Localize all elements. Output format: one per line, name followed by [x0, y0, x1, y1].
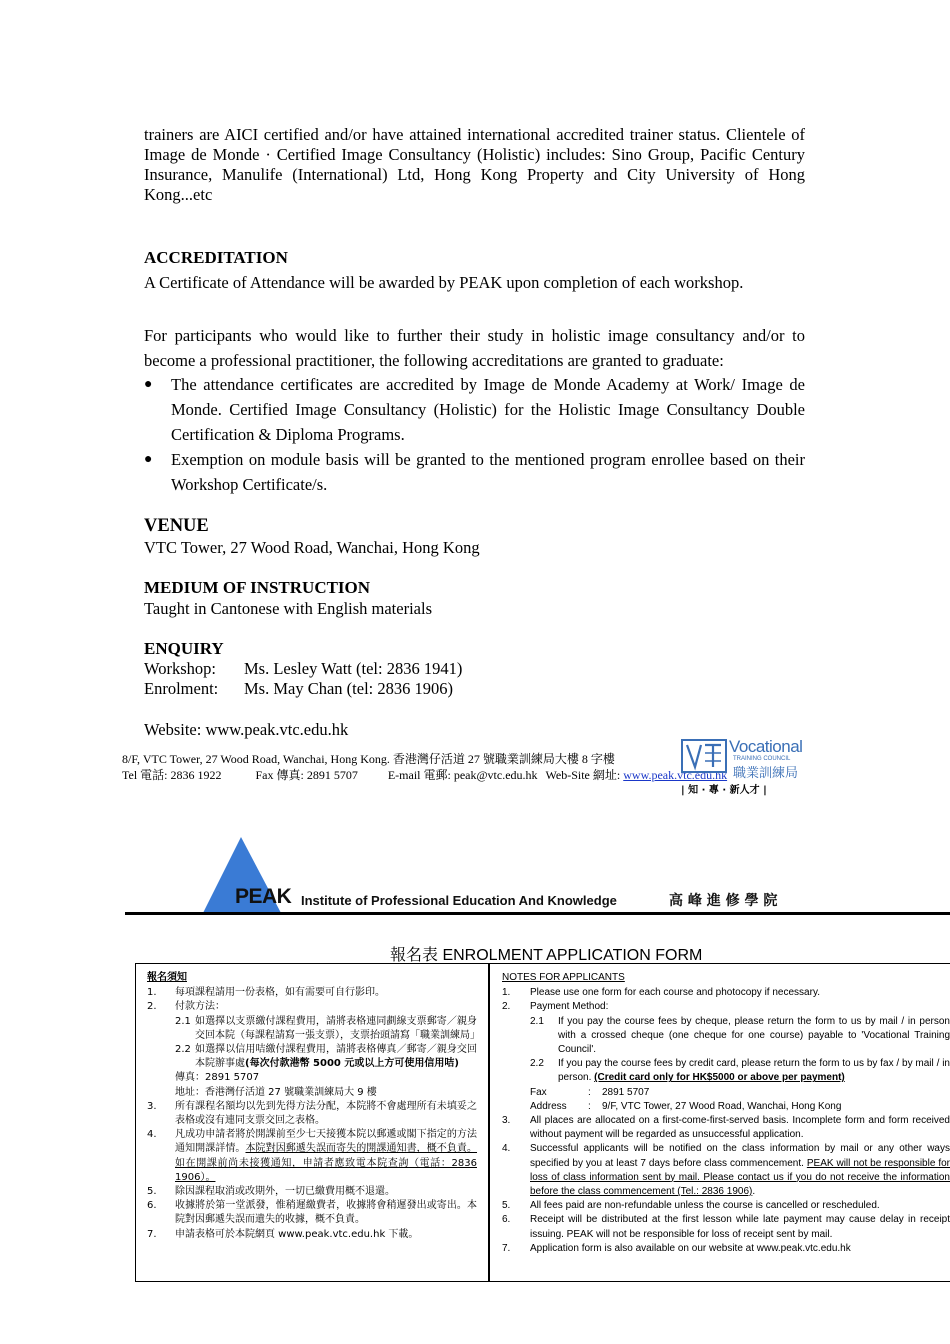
peak-chinese-name: 高 峰 進 修 學 院: [669, 893, 778, 909]
bullet-text: The attendance certificates are accredited by Image de Monde Academy at Work/ Image de Monde. Certified Image Consultancy (Holistic) for the Holistic Image Consultancy Double Certification & Diploma Programs.: [171, 375, 805, 444]
bullet-icon: ●: [144, 377, 153, 392]
enquiry-value: Ms. Lesley Watt (tel: 2836 1941): [244, 659, 463, 678]
list-item: 1. Please use one form for each course and photocopy if necessary.: [502, 987, 820, 999]
banner-rule: [125, 912, 950, 915]
peak-brand: PEAK: [235, 885, 292, 908]
accreditation-bullet-list: [144, 372, 805, 497]
footer-fax: Fax 傳真: 2891 5707: [255, 768, 358, 782]
list-item: 2. Payment Method:: [502, 1001, 609, 1013]
enquiry-row-enrolment: [144, 679, 453, 699]
list-item: 5. 除因課程取消或改期外，一切已繳費用概不退還。: [147, 1186, 395, 1198]
enquiry-row-workshop: [144, 659, 462, 679]
form-title: 報名表 ENROLMENT APPLICATION FORM: [390, 947, 703, 964]
cn-notes-heading: 報名須知: [147, 972, 187, 983]
list-item: [144, 447, 805, 497]
accreditation-certificate-text: A Certificate of Attendance will be awarded by PEAK upon completion of each workshop.: [144, 273, 744, 292]
list-item: 3. 所有課程名額均以先到先得方法分配，本院將不會處理所有未填妥之表格或沒有連同支票交回之表格。: [147, 1100, 477, 1127]
vtc-logo: [681, 739, 809, 797]
list-item: 3. All places are allocated on a first-come-first-served basis. Incomplete form and form received without payment will be regarded as unsuccessful application.: [502, 1115, 950, 1141]
intro-paragraph: trainers are AICI certified and/or have attained international accredited trainer status. Clientele of Image de Monde · Certified Image Consultancy (Holistic) includes: Sino Group, Pacific Century Insurance, Manulife (International) Ltd, Hong Kong Property and City University of Hong Kong...etc: [144, 125, 805, 204]
vtc-logo-mark-icon: [681, 739, 727, 773]
list-item: 6. Receipt will be distributed at the first lesson while late payment may cause delay in receipt issuing. PEAK will not be responsible for loss of receipt sent by mail.: [502, 1214, 950, 1240]
medium-heading: MEDIUM OF INSTRUCTION: [144, 578, 371, 597]
vtc-logo-cn-name: 職業訓練局: [733, 766, 799, 781]
list-item: 7. 申請表格可於本院網頁 www.peak.vtc.edu.hk 下載。: [147, 1228, 419, 1240]
accreditation-further-text: For participants who would like to further their study in holistic image consultancy and/or to become a professional practitioner, the following accreditations are granted to graduate:: [144, 326, 805, 370]
enquiry-value: Ms. May Chan (tel: 2836 1906): [244, 679, 453, 698]
enquiry-label: Workshop:: [144, 659, 217, 678]
en-notes-box: [489, 963, 950, 1282]
medium-text: Taught in Cantonese with English materials: [144, 599, 433, 618]
list-item: 2.1 If you pay the course fees by cheque, please return the form to us by mail / in person with a crossed cheque (one cheque for one course) payable to 'Vocational Training Council'.: [530, 1015, 950, 1056]
footer-address: 8/F, VTC Tower, 27 Wood Road, Wanchai, Hong Kong. 香港灣仔活道 27 號職業訓練局大樓 8 字樓: [122, 752, 615, 766]
footer-website-label: Web-Site 網址:: [545, 768, 621, 782]
accreditation-heading: ACCREDITATION: [144, 248, 288, 267]
list-item: 4. Successful applicants will be notified on the class information by mail or any other ways specified by you at least 7 days before class commencement. PEAK will not be responsible for loss of class information sent by mail. Please contact us if you do not receive the information before the class commencement (Tel.: 2836 1906).: [502, 1143, 950, 1198]
venue-heading: VENUE: [144, 516, 209, 536]
list-item: 傳真：2891 5707: [175, 1072, 260, 1084]
venue-text: VTC Tower, 27 Wood Road, Wanchai, Hong Kong: [144, 538, 480, 557]
en-notes-heading: NOTES FOR APPLICANTS: [502, 972, 625, 983]
list-item: 1. 每項課程請用一份表格，如有需要可自行影印。: [147, 987, 385, 999]
peak-banner: [125, 835, 950, 920]
list-item: 2.1 如選擇以支票繳付課程費用，請將表格連同劃線支票郵寄／親身交回本院（每課程請寫一張支票），支票抬頭請寫「職業訓練局」: [175, 1015, 480, 1041]
list-item: [144, 372, 805, 447]
footer-website-link[interactable]: www.peak.vtc.edu.hk: [623, 768, 728, 782]
list-item: 6. 收據將於第一堂派發，惟稍遲繳費者，收據將會稍遲發出或寄出。本院對因郵遞失誤而遺失的收據，概不負責。: [147, 1200, 477, 1226]
footer-email: E-mail 電郵: peak@vtc.edu.hk: [387, 768, 538, 782]
list-item: 7. Application form is also available on our website at www.peak.vtc.edu.hk: [502, 1242, 851, 1254]
list-item: 2. 付款方法：: [147, 1001, 225, 1013]
peak-full-name: Institute of Professional Education And Knowledge: [301, 893, 617, 908]
enquiry-label: Enrolment:: [144, 679, 219, 698]
cn-notes-box: [135, 963, 489, 1282]
list-item: Address : 9/F, VTC Tower, 27 Wood Road, Wanchai, Hong Kong: [530, 1100, 842, 1112]
bullet-text: Exemption on module basis will be granted to the mentioned program enrollee based on their Workshop Certificate/s.: [171, 450, 805, 494]
vtc-logo-slogan: | 知 · 專 · 新人才 |: [681, 785, 767, 796]
footer-tel: Tel 電話: 2836 1922: [122, 768, 222, 782]
list-item: 5. All fees paid are non-refundable unless the course is cancelled or rescheduled.: [502, 1200, 880, 1212]
list-item: 地址：香港灣仔活道 27 號職業訓練局大 9 樓: [175, 1086, 377, 1098]
footer-contact-line: [122, 767, 727, 783]
list-item: 2.2 If you pay the course fees by credit card, please return the form to us by fax / by mail / in person. (Credit card only for HK$5000 or above per payment): [530, 1058, 950, 1084]
list-item: 4. 凡成功申請者將於開課前至少七天接獲本院以郵遞或閣下指定的方法通知開課詳情。本院對因郵遞失誤而寄失的開課通知書，概不負責。如在開課前尚未接獲通知，申請者應致電本院查詢（電話：2836 1906）。: [147, 1129, 478, 1183]
list-item: 2.2 如選擇以信用咭繳付課程費用，請將表格傳真／郵寄／親身交回本院辦事處(每次付款港幣 5000 元或以上方可使用信用咭): [175, 1044, 477, 1070]
bullet-icon: ●: [144, 452, 153, 467]
enquiry-heading: ENQUIRY: [144, 639, 224, 658]
vtc-logo-name: Vocational: [729, 737, 803, 756]
enquiry-website: Website: www.peak.vtc.edu.hk: [144, 720, 349, 739]
vtc-logo-subname: TRAINING COUNCIL: [733, 756, 791, 762]
list-item: Fax : 2891 5707: [530, 1086, 650, 1098]
